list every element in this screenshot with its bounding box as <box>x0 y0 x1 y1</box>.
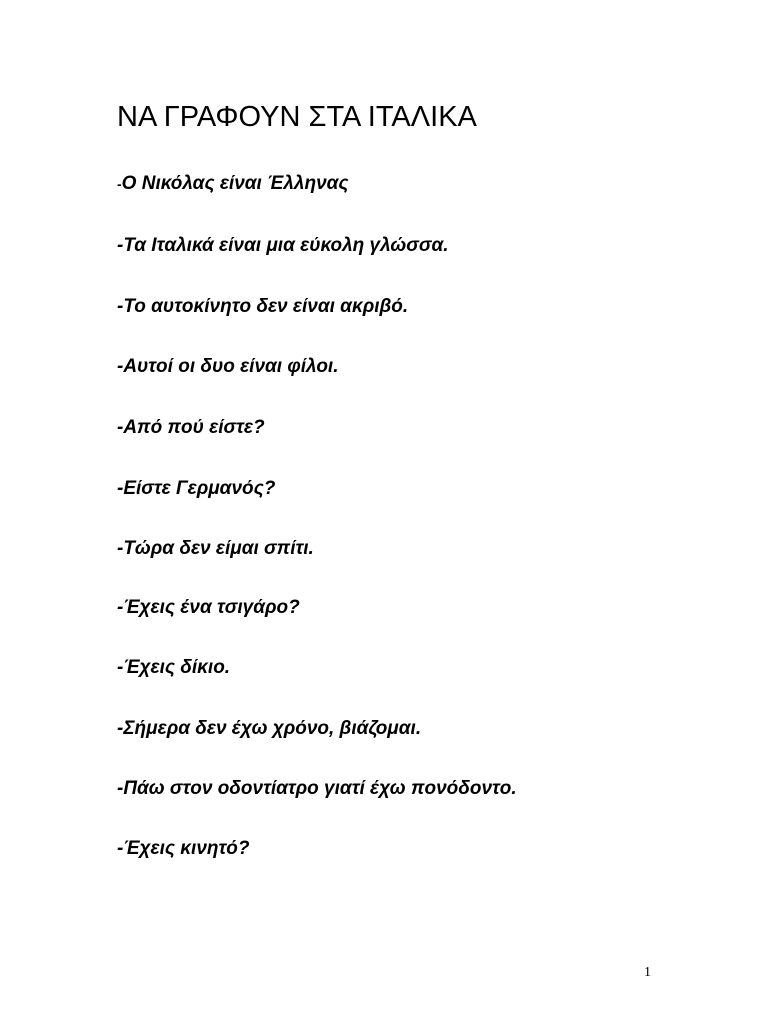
page-title: ΝΑ ΓΡΑΦΟΥΝ ΣΤΑ ΙΤΑΛΙΚΑ <box>117 101 477 133</box>
sentence-item: -Πάω στον οδοντίατρο γιατί έχω πονόδοντο. <box>117 778 517 799</box>
sentence-item: -Έχεις ένα τσιγάρο? <box>117 597 300 618</box>
sentence-item <box>117 173 349 196</box>
page-number: 1 <box>644 965 651 980</box>
sentence-item: -Έχεις κινητό? <box>117 838 250 859</box>
sentence-item: -Τώρα δεν είμαι σπίτι. <box>117 538 314 559</box>
sentence-item: -Αυτοί οι δυο είναι φίλοι. <box>117 356 339 377</box>
sentence-item: -Έχεις δίκιο. <box>117 657 231 678</box>
sentence-text: Ο Νικόλας είναι Έλληνας <box>121 173 349 194</box>
sentence-item: -Σήμερα δεν έχω χρόνο, βιάζομαι. <box>117 718 422 739</box>
sentence-item: -Το αυτοκίνητο δεν είναι ακριβό. <box>117 296 409 317</box>
sentence-item: -Είστε Γερμανός? <box>117 478 276 499</box>
sentence-item: -Τα Ιταλικά είναι μια εύκολη γλώσσα. <box>117 235 449 256</box>
sentence-dash: - <box>117 176 122 192</box>
sentence-item: -Από πού είστε? <box>117 417 265 438</box>
